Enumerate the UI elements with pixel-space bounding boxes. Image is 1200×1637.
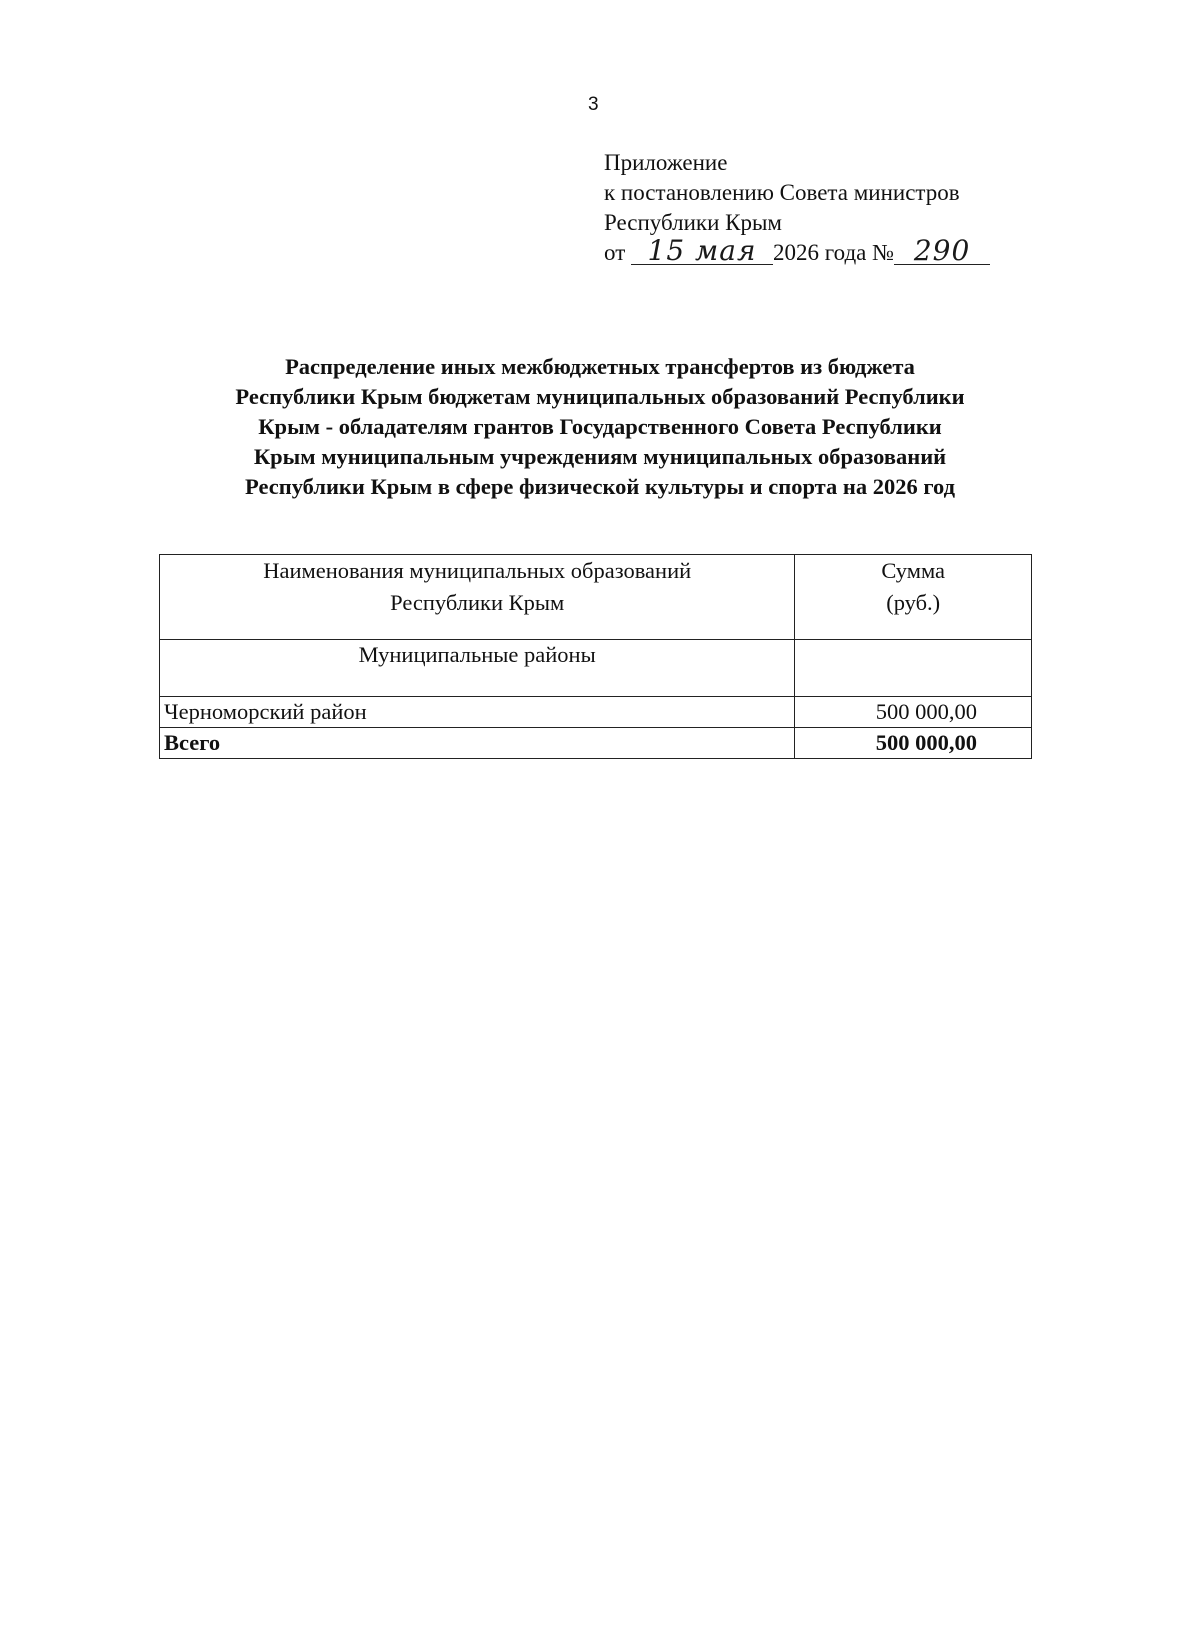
- title-line: Республики Крым в сфере физической культуры и спорта на 2026 год: [245, 474, 955, 499]
- section-label-cell: Муниципальные районы: [160, 640, 795, 697]
- total-amount-cell: 500 000,00: [795, 728, 1032, 759]
- title-line: Республики Крым бюджетам муниципальных образований Республики: [235, 384, 965, 409]
- table-row: [160, 697, 1032, 728]
- header-sum-cell: [795, 555, 1032, 640]
- row-amount-cell: 500 000,00: [795, 697, 1032, 728]
- distribution-table: [159, 554, 1032, 759]
- appendix-decree-line: к постановлению Совета министров: [604, 180, 960, 205]
- section-row: [160, 640, 1032, 697]
- appendix-republic-line: Республики Крым: [604, 210, 782, 235]
- header-sum-line1: Сумма: [881, 558, 946, 583]
- year-text: 2026 года №: [773, 240, 895, 265]
- row-name-cell: Черноморский район: [160, 697, 795, 728]
- document-title: [150, 352, 1050, 502]
- title-line: Крым муниципальным учреждениям муниципальных образований: [253, 444, 947, 469]
- page-number: 3: [588, 94, 599, 115]
- appendix-block: [604, 148, 990, 268]
- handwritten-date: 15 мая: [631, 238, 773, 265]
- total-row: [160, 728, 1032, 759]
- header-name-cell: [160, 555, 795, 640]
- date-prefix: от: [604, 240, 626, 265]
- table-header-row: [160, 555, 1032, 640]
- header-sum-line2: (руб.): [886, 590, 941, 615]
- title-line: Распределение иных межбюджетных трансфертов из бюджета: [285, 354, 915, 379]
- title-line: Крым - обладателям грантов Государственного Совета Республики: [258, 414, 942, 439]
- section-empty-cell: [795, 640, 1032, 697]
- header-name-line1: Наименования муниципальных образований: [263, 558, 692, 583]
- total-label-cell: Всего: [160, 728, 795, 759]
- header-name-line2: Республики Крым: [390, 590, 565, 615]
- appendix-date-line: [604, 234, 990, 268]
- handwritten-number: 290: [894, 238, 990, 265]
- appendix-label: Приложение: [604, 150, 728, 175]
